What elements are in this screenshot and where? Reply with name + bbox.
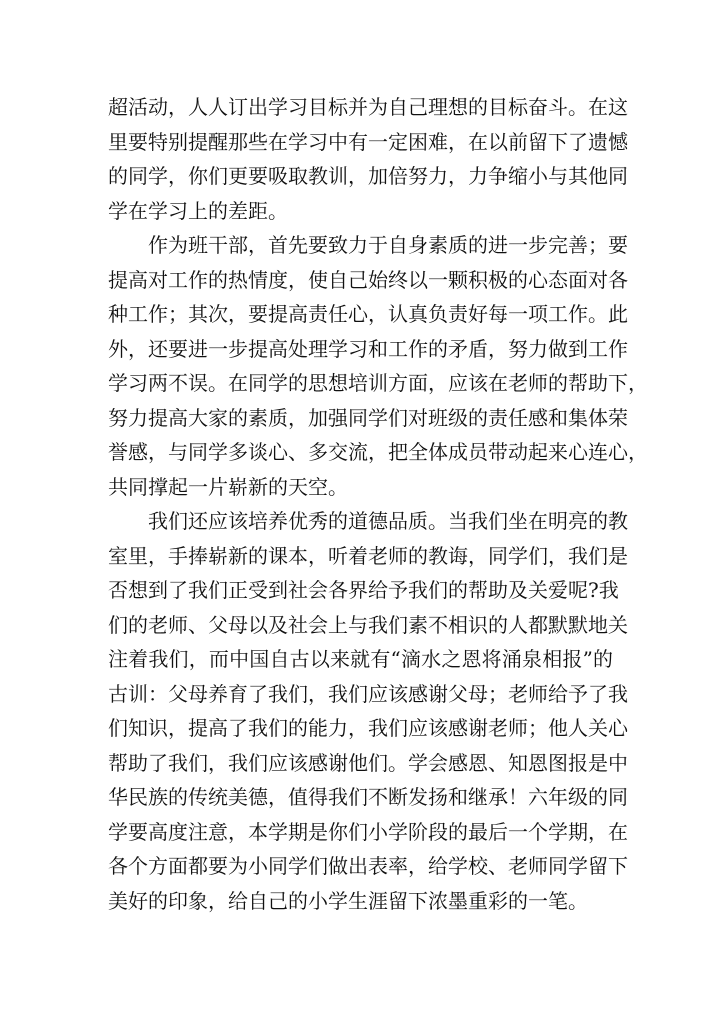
paragraph-line: 们知识，提高了我们的能力，我们应该感谢老师；他人关心 — [108, 716, 628, 740]
paragraph-line: 注着我们，而中国自古以来就有“滴水之恩将涌泉相报”的 — [108, 647, 613, 671]
paragraph-line: 誉感，与同学多谈心、多交流，把全体成员带动起来心连心， — [108, 440, 648, 464]
paragraph-line: 帮助了我们，我们应该感谢他们。学会感恩、知恩图报是中 — [108, 750, 628, 775]
paragraph-line: 外，还要进一步提高处理学习和工作的矛盾，努力做到工作 — [108, 336, 628, 361]
document-body — [108, 90, 648, 918]
paragraph-2 — [108, 228, 648, 504]
paragraph-line: 共同撑起一片崭新的天空。 — [108, 474, 348, 499]
paragraph-line: 种工作；其次，要提高责任心，认真负责好每一项工作。此 — [108, 302, 628, 326]
paragraph-line: 各个方面都要为小同学们做出表率，给学校、老师同学留下 — [108, 854, 628, 878]
paragraph-line: 的同学，你们更要吸取教训，加倍努力，力争缩小与其他同 — [108, 164, 628, 188]
paragraph-line: 美好的印象，给自己的小学生涯留下浓墨重彩的一笔。 — [108, 888, 588, 913]
paragraph-line: 超活动，人人订出学习目标并为自己理想的目标奋斗。在这 — [108, 95, 628, 119]
paragraph-line: 室里，手捧崭新的课本，听着老师的教诲，同学们，我们是 — [108, 543, 628, 568]
paragraph-line: 努力提高大家的素质，加强同学们对班级的责任感和集体荣 — [108, 405, 628, 430]
paragraph-line: 学在学习上的差距。 — [108, 198, 288, 223]
paragraph-line: 古训：父母养育了我们，我们应该感谢父母；老师给予了我 — [108, 681, 628, 706]
paragraph-line: 我们还应该培养优秀的道德品质。当我们坐在明亮的教 — [108, 509, 628, 533]
paragraph-line: 学要高度注意，本学期是你们小学阶段的最后一个学期，在 — [108, 819, 628, 844]
paragraph-line: 提高对工作的热情度，使自己始终以一颗积极的心态面对各 — [108, 267, 628, 292]
paragraph-1 — [108, 90, 628, 228]
paragraph-line: 作为班干部，首先要致力于自身素质的进一步完善；要 — [108, 233, 628, 257]
paragraph-line: 学习两不误。在同学的思想培训方面，应该在老师的帮助下， — [108, 371, 648, 395]
paragraph-line: 里要特别提醒那些在学习中有一定困难，在以前留下了遗憾 — [108, 129, 628, 154]
paragraph-line: 们的老师、父母以及社会上与我们素不相识的人都默默地关 — [108, 612, 628, 637]
paragraph-line: 否想到了我们正受到社会各界给予我们的帮助及关爱呢?我 — [108, 578, 619, 602]
paragraph-3 — [108, 504, 628, 918]
paragraph-line: 华民族的传统美德，值得我们不断发扬和继承！六年级的同 — [108, 785, 628, 809]
